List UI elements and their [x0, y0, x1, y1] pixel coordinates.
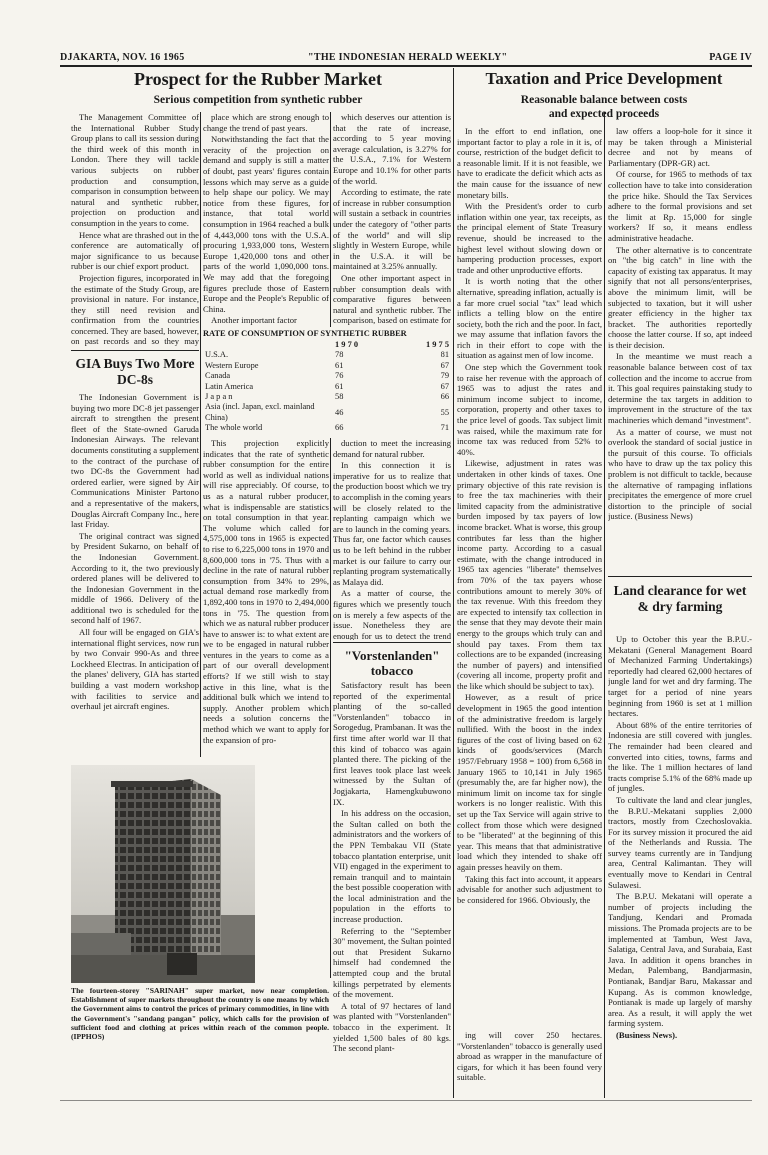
- rubber-headline: Prospect for the Rubber Market: [134, 69, 382, 89]
- row-label: Canada: [205, 371, 231, 381]
- taxation-subhead-2: and expected proceeds: [548, 108, 660, 120]
- rubber-subhead: Serious competition from synthetic rubber: [153, 94, 363, 106]
- taxation-subhead-1: Reasonable balance between costs: [520, 94, 688, 106]
- rubber-column-3: which deserves our attention is that the rate of increase, according to 5 year moving average calculation, is 3.27% for the U.S.A., 7.1% for Western Europe and 10.1% for other parts of the world. According to estimate, the rate of increase in rubber consumption will sustain a setback in countries under the category of "other parts of the world" and will slip slightly in Western Europe, while in the U.S.A. it will be maintained at 3.25% annually. One other important aspect in rubber consumption deals with comparative figures between natural and synthetic rubber. The comparison, based on estimate for: [333, 112, 451, 326]
- col-1970: 1 9 7 0: [335, 340, 359, 349]
- section-rule: [453, 68, 454, 1098]
- table-title: RATE OF CONSUMPTION OF SYNTHETIC RUBBER: [203, 329, 407, 338]
- value-1970: 58: [335, 392, 344, 402]
- column-rule: [200, 112, 201, 757]
- bottom-rule: [60, 1100, 752, 1101]
- page-number: PAGE IV: [709, 52, 752, 63]
- row-label: The whole world: [205, 423, 263, 433]
- row-label: Western Europe: [205, 360, 259, 370]
- value-1970: 78: [335, 350, 344, 360]
- rubber-column-2b: This projection explicitly indicates that the rate of synthetic rubber consumption for the entire world as well as individual nations will rise appreciably. Of course, to us as a natural rubber producer, what is indispensable are statistics on total consumption in that year. The volume which called for 4,575,000 tons in 1965 is expected to rise to 6,225,000 tons in 1970 and 8,600,000 tons in '75. Thus with a decline in the rate of natural rubber consumption from 34% to 29%, actual demand rose markedly from 1,892,400 tons in 1970 to 2,494,000 tons in '75. The question from which we as natural rubber producer have to answer is: to what extent are we to be engaged in natural rubber ventures in the years to come as a part of our overall development efforts? If we still wish to stay active in this line, what is the additional bulk which we intend to supply. Another problem which needs a solution concerns the method which we want to apply for the expansion of pro-: [203, 438, 329, 745]
- table-header-row: [203, 340, 451, 350]
- rubber-column-2: place which are strong enough to change the trend of past years. Notwithstanding the fact that the veracity of the projection on demand and supply is still a matter of doubt, past years' figures contain lessons which may serve as a guide to help shape our policy. We may notice from these figures, for instance, that total world consumption in 1964 reached a bulk of 4,443,000 tons with the U.S.A. procuring 1,933,000 tons, Western Europe 1,420,000 tons and other parts of the world 1,090,000 tons. We may add that the foregoing figures preclude those of Eastern Europe and the People's Republic of China. Another important factor: [203, 112, 329, 326]
- row-label: J a p a n: [205, 392, 233, 402]
- sarinah-building-photo: [71, 765, 255, 983]
- dateline: DJAKARTA, NOV. 16 1965: [60, 52, 185, 63]
- value-1975: 79: [440, 371, 449, 381]
- value-1975: 67: [440, 381, 449, 391]
- taxation-headline: Taxation and Price Development: [485, 69, 723, 88]
- table-row: [203, 350, 451, 360]
- column-rule: [330, 112, 331, 327]
- photo-caption: The fourteen-storey "SARINAH" super market, now near completion. Establishment of super markets throughout the country is one means by which the Government aims to control the prices of primary commodities, in line with the Government's "sandang pangan" policy, which calls for the provision of sufficient food and clothing at prices within reach of the common people. (IPPHOS): [71, 986, 329, 1042]
- rubber-column-1: The Management Committee of the International Rubber Study Group plans to call its session during the third week of this month in London. There they will tackle various subjects on rubber production and consumption, comparison in consumption between natural and synthetic rubber, projection on production and consumption in the years to come. Hence what are thrashed out in the conference are automatically of major significance to us because rubber is our chief export product. Projection figures, incorporated in the estimate of the Study Group, are provisional in nature. For instance, they still need revision and confirmation from the countries concerned. They are based, however, on past records and so they may: [71, 112, 199, 347]
- value-1970: 66: [335, 423, 344, 433]
- value-1970: 61: [335, 360, 344, 370]
- value-1975: 66: [440, 392, 449, 402]
- vorstenlanden-headline: "Vorstenlanden" tobacco: [344, 648, 440, 678]
- taxation-column-1: In the effort to end inflation, one important factor to play a role in it is, of course, restriction of the budget deficit to a reasonable limit. If it is not feasible, we have to eradicate the deficit which acts as the main cause for the issuance of new monetary bills. With the President's order to curb inflation within one year, tax receipts, as the principal element of State Treasury revenue, should be increased to the highest level without slowing down or hampering production processes, export trade and other unproductive efforts. It is worth noting that the other alternative, spreading inflation, actually is a far more cruel social "tax" lead which inflicts a telling blow on the entire society, both the rich and the poor. In fact, we may assume that inflation favors the rich in their effort to cope with the situation as against men of low income. One step which the Government took to raise her revenue with the approach of 1965 was to adjust the rates and minimum income subject to income, corporation, property and other taxes to the price level of goods. Tax subject limit was raised, while the maximum rate for income tax was reduced from 52% to 40%. Likewise, adjustment in rates was undertaken in other kinds of taxes. One primary objective of this rate revision is to free the tax machineries with their limited capacity from the administrative burden imposed by tax payers of low income bracket. What is worse, this group contributes far less than the higher income party. According to a casual estimate, with the change introduced in 1965 tax agencies "liberate" themselves from 70% of the tax payers whose contributions amount to merely 30% of the tax revenue. With this freedom they are expected to intensify tax collection in the sense that they may devote their main energy to the groups which truly can and should pay taxes. From them tax collections are to be expanded (increasing the number of payers) and intensified (covering all income, property profit and the like which should be subject to tax). However, as a result of price development in 1965 the good intention of the administrative freedom is largely nullified. With the boost in the index figures of the cost of living based on 62 kinds of goods/services (March 1957/February 1958 = 100) from 6,568 in January 1965 to 10,141 in July 1965 (presumably the, are far higher now), the minimum limit on income tax for single workers is no longer realistic. With this set up the Tax Service will again strive to collect from those which were designed to be "liberated" at the beginning of this year. This means that that administrative load which they intended to shake off again presses heavily on them. Taking this fact into account, it appears advisable for another such adjustment to be considered for 1966. Obviously, the: [457, 126, 602, 905]
- synthetic-rubber-table: [203, 329, 451, 434]
- table-row: [203, 371, 451, 381]
- value-1975: 71: [440, 423, 449, 433]
- table-row: [203, 392, 451, 402]
- land-article: Up to October this year the B.P.U.-Mekatani (General Management Board of Mechanized Farming Undertakings) reportedly had cleared 62,000 hectares of jungle land for wet and dry farming. The target for a period of nine years beginning from 1960 is set at 1 million hectares. About 68% of the entire territories of Indonesia are still covered with jungles. The remainder had been cleared and converted into cities, towns, farms and the like. The 1 million hectares of land tracts comprise 5.1% of the 68% made up of jungles. To cultivate the land and clear jungles, the B.P.U.-Mekatani supplies 2,000 tractors, mostly from Czechoslovakia. For its survey mission it procured the aid of the Netherlands and Russia. The survey teams currently are in Tandjung area, Central Kalimantan. They will eventually move to Kendari in Central Sulawesi. The B.P.U. Mekatani will operate a number of projects including the Tandjung, Kendari and Promada missions. The Promada projects are to be implemented at Tambun, West Java, Salatiga, Central Java, and Surabaia, East Java. In addition it opens branches in Medan, Palembang, Bandjarmasin, Pontianak, Bandjar Baru, Makassar and Kupang. As is common knowledge, Pontianak is made up largely of marshy area. As a result, it will apply the wet farming system. (Business News).: [608, 634, 752, 1040]
- rubber-column-3b: duction to meet the increasing demand for natural rubber. In this connection it is imperative for us to realize that the production boost which we try to accomplish in the coming years will be closely related to the replanting campaign which we are to launch in the coming years. Thus far, one factor which causes us to be left behind in the rubber market is our failure to carry our replanting program systematically as Malaya did. As a matter of course, the figures which we presently touch on is merely a few aspects of the issue. Nonetheless they are enough for us to detect the trend: [333, 438, 451, 640]
- vorstenlanden-article: Satisfactory result has been reported of the experimental planting of the so-called "Vorstenlanden" tobacco in Sorogedug, Prambanan. It was the first time after world war II that this kind of tobacco was again planted there. The picking of the first leaves took place last week witnessed by the Sultan of Jogjakarta, Hamengkubuwono IX. In his address on the occasion, the Sultan called on both the administrators and the workers of the PPN Tembakau VII (State tobacco plantation enterprise, unit VII) engaged in the experiment to remain tranquil and to maintain the best possible cooperation with the local administration and the population in the efforts to increase production. Referring to the "September 30" movement, the Sultan pointed out that President Sukarno himself had condemned the attempted coup and the brutal killings perpetrated by elements of the movement. A total of 97 hectares of land was planted with "Vorstenlanden" tobacco in the experiment. It yielded 1,500 bales of 80 kgs. The second plant-: [333, 680, 451, 1054]
- gia-headline: GIA Buys Two More DC-8s: [75, 356, 195, 387]
- table-row: [203, 402, 451, 423]
- row-label: Asia (incl. Japan, excl. mainland China): [205, 402, 315, 422]
- table-row: [203, 423, 451, 433]
- value-1975: 55: [440, 407, 449, 417]
- column-rule: [330, 438, 331, 978]
- value-1975: 67: [440, 360, 449, 370]
- paper-title: "THE INDONESIAN HERALD WEEKLY": [308, 52, 508, 63]
- row-label: Latin America: [205, 381, 254, 391]
- masthead-rule: [60, 65, 752, 67]
- value-1970: 46: [335, 407, 344, 417]
- divider: [71, 350, 199, 351]
- building-illustration: [71, 765, 255, 983]
- land-headline: Land clearance for wet & dry farming: [613, 583, 747, 614]
- table-row: [203, 361, 451, 371]
- col-1975: 1 9 7 5: [425, 340, 449, 349]
- row-label: U.S.A.: [205, 350, 229, 360]
- divider: [333, 642, 451, 643]
- taxation-column-2: law offers a loop-hole for it since it may be taken through a Ministerial decree and not by means of Parliamentary (DPR-GR) act. Of course, for 1965 to methods of tax collection have to take into consideration the price hike. Should the Tax Services adhere to the formal provisions and set the limit at Rp. 15,000 for single workers? If so, it means endless administrative headache. The other alternative is to concentrate on "the big catch" in line with the capacity of existing tax apparatus. It may signify that not all persons/enterprises, above the minimum limit, will be subjected to taxation, but it will usher greater efficiency in the higher tax bracket. The authorities reportedly choose the latter course. If so, apt indeed is their decision. In the meantime we must reach a reasonable balance between cost of tax collection and the income to accrue from it. This goal requires painstaking study to determine the tax targets in addition to improvement in the structure of the tax machineries which demand "investment". As a matter of course, we must not overlook the standard of social justice in the pursuit of this course. To officials who have to draw up the tax policy this problem is not difficult to tackle, because the alternative of rampaging inflations precipitates the emergence of more cruel distortion to the principle of social justice. (Business News): [608, 126, 752, 522]
- gia-article: The Indonesian Government is buying two more DC-8 jet passenger aircraft to strengthen the present fleet of the State-owned Garuda Indonesian Airways. The relevant documents constituting a supplement to the contract of the purchase of two DC-8s the Government had ordered earlier, were signed by Air Communications Minister Partono and a representative of the makers, Douglas Aircraft Company Inc., here last Friday. The original contract was signed by President Sukarno, on behalf of the Indonesian Government. According to it, the two previously ordered planes will be delivered to the Indonesian Government in the middle of 1966. Delivery of the additional two is scheduled for the second half of 1967. All four will be engaged on GIA's international flight services, now run by two Convair 990-As and three Lockheed Electras. In anticipation of the planes' delivery, GIA has started building a vast modern workshop with facilities to service and overhaul jet aircraft engines.: [71, 392, 199, 712]
- vorstenlanden-continuation: ing will cover 250 hectares. "Vorstenlanden" tobacco is generally used abroad as wrapper in the manufacture of cigars, for which it has been found very suitable.: [457, 1030, 602, 1083]
- value-1975: 81: [440, 350, 449, 360]
- column-rule: [604, 112, 605, 1098]
- value-1970: 61: [335, 381, 344, 391]
- value-1970: 76: [335, 371, 344, 381]
- divider: [608, 576, 752, 577]
- table-row: [203, 382, 451, 392]
- rates-table: [203, 340, 451, 434]
